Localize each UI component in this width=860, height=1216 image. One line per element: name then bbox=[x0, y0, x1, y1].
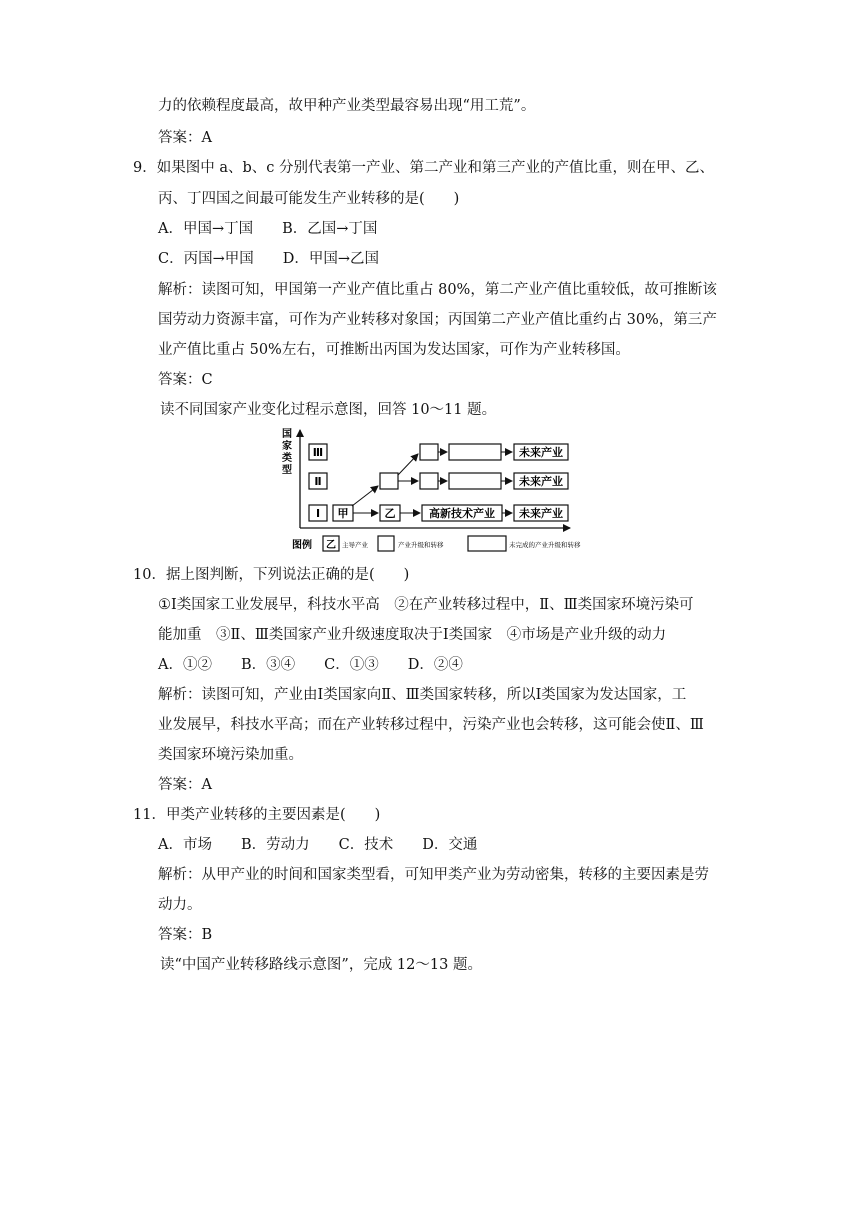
y-axis-label-char: 型 bbox=[282, 465, 292, 476]
text-line: 解析：读图可知，甲国第一产业产值比重占 80%，第二产业产值比重较低，故可推断该 bbox=[158, 282, 717, 298]
text-line: 国劳动力资源丰富，可作为产业转移对象国；丙国第二产业产值比重约占 30%，第三产 bbox=[158, 312, 717, 328]
row-3-flow bbox=[398, 444, 568, 475]
row-2-flow bbox=[352, 473, 568, 506]
yi-cell: 乙 bbox=[384, 507, 396, 520]
text-line: A．甲国→丁国 B．乙国→丁国 bbox=[158, 221, 378, 237]
text-line: 力的依赖程度最高，故甲种产业类型最容易出现“用工荒”。 bbox=[158, 98, 536, 114]
text-line: 答案：A bbox=[158, 130, 212, 146]
legend-title: 图例 bbox=[292, 540, 312, 551]
jia-cell: 甲 bbox=[337, 507, 349, 520]
text-line: 能加重 ③Ⅱ、Ⅲ类国家产业升级速度取决于Ⅰ类国家 ④市场是产业升级的动力 bbox=[158, 627, 667, 643]
text-line: 答案：B bbox=[158, 927, 213, 943]
future-industry-3: 未来产业 bbox=[519, 446, 563, 459]
text-line: 读“中国产业转移路线示意图”，完成 12～13 题。 bbox=[160, 957, 482, 973]
legend-leading: 主导产业 bbox=[342, 541, 368, 549]
text-line: 类国家环境污染加重。 bbox=[158, 747, 303, 763]
text-line: 答案：C bbox=[158, 372, 213, 388]
legend-upgrade: 产业升级和转移 bbox=[398, 541, 444, 549]
text-line: A．①② B．③④ C．①③ D．②④ bbox=[158, 657, 463, 673]
text-line: 丙、丁四国之间最可能发生产业转移的是( ) bbox=[158, 191, 460, 207]
text-line: 9．如果图中 a、b、c 分别代表第一产业、第二产业和第三产业的产值比重，则在甲、乙、 bbox=[133, 160, 714, 176]
text-line: 业发展早，科技水平高；而在产业转移过程中，污染产业也会转移，这可能会使Ⅱ、Ⅲ bbox=[158, 717, 704, 733]
text-line: 业产值比重占 50%左右，可推断出丙国为发达国家，可作为产业转移国。 bbox=[158, 342, 630, 358]
text-line: 解析：从甲产业的时间和国家类型看，可知甲类产业为劳动密集，转移的主要因素是劳 bbox=[158, 867, 709, 883]
legend bbox=[292, 536, 581, 551]
text-line: 答案：A bbox=[158, 777, 212, 793]
future-industry-1: 未来产业 bbox=[519, 507, 563, 520]
industry-change-diagram bbox=[278, 424, 588, 556]
text-line: 解析：读图可知，产业由Ⅰ类国家向Ⅱ、Ⅲ类国家转移，所以Ⅰ类国家为发达国家，工 bbox=[158, 687, 687, 703]
y-axis-label-char: 类 bbox=[282, 453, 292, 464]
future-industry-2: 未来产业 bbox=[519, 475, 563, 488]
row-1-flow bbox=[333, 505, 568, 521]
text-line: 10．据上图判断，下列说法正确的是( ) bbox=[133, 567, 410, 583]
text-line: C．丙国→甲国 D．甲国→乙国 bbox=[158, 251, 380, 267]
text-line: 动力。 bbox=[158, 897, 202, 913]
y-axis-label-char: 家 bbox=[282, 441, 292, 452]
text-line: A．市场 B．劳动力 C．技术 D．交通 bbox=[158, 837, 478, 853]
y-axis-label-char: 国 bbox=[282, 429, 292, 440]
legend-unfinished: 未完成的产业升级和转移 bbox=[509, 541, 581, 549]
text-line: ①Ⅰ类国家工业发展早，科技水平高 ②在产业转移过程中，Ⅱ、Ⅲ类国家环境污染可 bbox=[158, 597, 694, 613]
row-labels bbox=[309, 444, 327, 521]
row-label-1: Ⅰ bbox=[315, 507, 321, 520]
hi-tech-cell: 高新技术产业 bbox=[429, 507, 495, 520]
y-axis-label bbox=[282, 427, 292, 476]
text-line: 读不同国家产业变化过程示意图，回答 10～11 题。 bbox=[160, 402, 497, 418]
text-line: 11．甲类产业转移的主要因素是( ) bbox=[133, 807, 381, 823]
row-label-3: Ⅲ bbox=[312, 446, 324, 459]
row-label-2: Ⅱ bbox=[314, 475, 322, 488]
legend-sample: 乙 bbox=[326, 540, 336, 551]
